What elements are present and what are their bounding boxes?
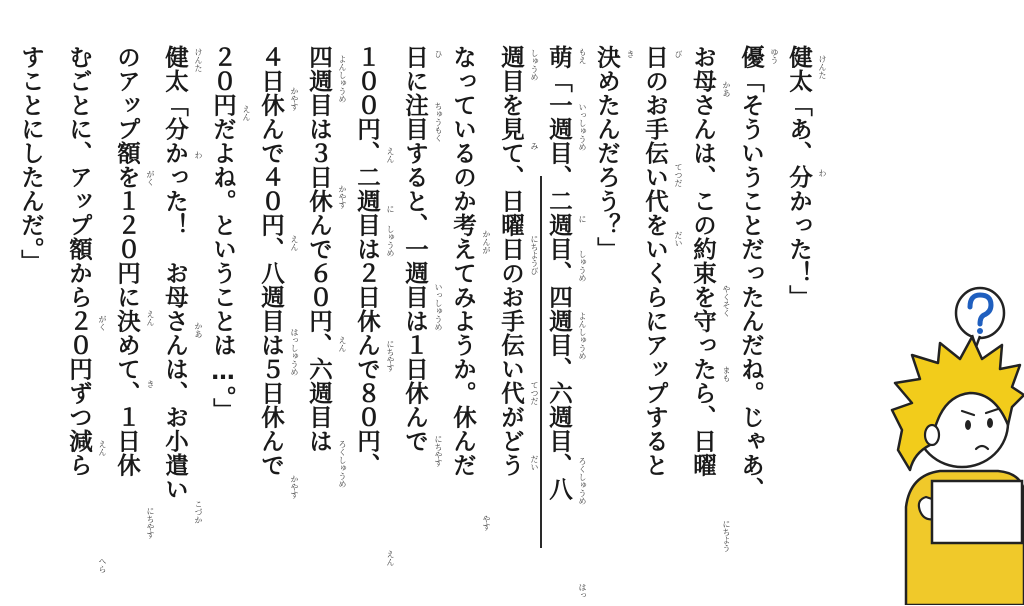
text-column [10,45,60,600]
furigana: へら [98,557,107,573]
text-column [442,45,492,600]
furigana: かやす [290,475,299,499]
furigana: けんた [194,48,203,72]
text-line: 優「そういうことだったんだね。じゃあ、 [737,45,765,501]
furigana: えん [146,310,155,326]
text-column [298,45,348,600]
furigana: かやす [338,185,347,209]
text-line: 萌「一週目、二週目、四週目、六週目、八 [545,45,573,501]
furigana: まも [722,366,731,382]
furigana: に [386,205,395,213]
furigana-column [480,45,492,600]
furigana: にちようび [530,235,539,275]
furigana: わ [818,169,827,177]
furigana: えん [386,550,395,566]
speaker-divider-line [540,176,542,548]
furigana: はっ [578,583,587,599]
text-column [682,45,732,600]
furigana-column [672,45,684,600]
text-line: すことにしたんだ。」 [17,45,45,274]
furigana: がく [146,170,155,186]
furigana: がく [98,315,107,331]
text-column [202,45,252,600]
furigana: やくそく [722,285,731,317]
furigana: き [626,50,635,58]
text-column [394,45,444,600]
furigana: えん [290,235,299,251]
furigana: けんた [818,55,827,79]
furigana: やす [482,515,491,531]
furigana: だい [674,231,683,247]
text-column [586,45,636,600]
text-column [490,45,540,600]
furigana: き [146,380,155,388]
text-line: なっているのか考えてみようか。休んだ [449,45,477,477]
furigana: かあ [722,81,731,97]
furigana: わ [194,151,203,159]
furigana: こづか [194,500,203,524]
furigana: にちやす [146,507,155,539]
furigana: てつだ [674,163,683,187]
furigana-column [240,45,252,600]
furigana: しゅうめ [386,225,395,257]
furigana-column [48,45,60,600]
text-line: 健太「分かった！ お母さんは、お小遣い [161,45,189,501]
furigana-column [576,45,588,600]
text-line: むごとに、アップ額から２０円ずつ減ら [65,45,93,477]
thinking-boy-illustration [880,275,1024,605]
text-line: 決めたんだろう？」 [593,45,621,261]
text-line: 四週目は３日休んで６０円、六週目は [305,45,333,453]
text-column [538,45,588,600]
text-column [778,45,828,600]
furigana: ろくしゅうめ [338,440,347,488]
furigana: かんが [482,230,491,254]
text-line: 日に注目すると、一週目は１日休んで [401,45,429,453]
furigana: だい [530,455,539,471]
text-column [346,45,396,600]
furigana: かあ [194,322,203,338]
blank-board [932,481,1022,543]
text-line: 健太「あ、分かった！」 [785,45,813,309]
furigana-column [528,45,540,600]
furigana-column [192,45,204,600]
furigana: もえ [578,48,587,64]
furigana: しゅうめ [530,49,539,81]
furigana-column [96,45,108,600]
furigana: しゅうめ [578,250,587,282]
furigana-column [288,45,300,600]
furigana: てつだ [530,381,539,405]
furigana: えん [338,336,347,352]
text-line: ４日休んで４０円、八週目は５日休んで [257,45,285,477]
text-line: １００円、二週目は２日休んで８０円、 [353,45,381,477]
furigana: にちよう [722,520,731,552]
text-line: 週目を見て、日曜日のお手伝い代がどう [497,45,525,477]
text-column [154,45,204,600]
furigana-column [624,45,636,600]
furigana-column [432,45,444,600]
text-line: お母さんは、この約束を守ったら、日曜 [689,45,717,477]
furigana: ひ [434,50,443,58]
text-column [730,45,780,600]
furigana: よんしゅうめ [338,55,347,103]
text-column [106,45,156,600]
furigana: えん [242,105,251,121]
furigana-column [336,45,348,600]
text-line: 日のお手伝い代をいくらにアップすると [641,45,669,477]
furigana: ろくしゅうめ [578,457,587,505]
question-bubble-icon [956,288,1004,347]
furigana: かやす [290,87,299,111]
furigana-column [720,45,732,600]
furigana: ゆう [770,48,779,64]
furigana-column [816,45,828,600]
furigana-column [768,45,780,600]
text-column [58,45,108,600]
furigana: び [674,50,683,58]
furigana: ちゅうもく [434,102,443,142]
furigana: にちやす [386,340,395,372]
text-line: のアップ額を１２０円に決めて、１日休 [113,45,141,477]
furigana: よんしゅうめ [578,312,587,360]
furigana: えん [386,147,395,163]
furigana: えん [98,440,107,456]
furigana: いっしゅうめ [578,103,587,151]
furigana: み [530,142,539,150]
text-column [634,45,684,600]
furigana-column [144,45,156,600]
furigana: いっしゅうめ [434,283,443,331]
furigana-column [384,45,396,600]
furigana: にちやす [434,435,443,467]
text-column [250,45,300,600]
furigana: はっしゅうめ [290,328,299,376]
text-line: ２０円だよね。ということは…。」 [209,45,237,422]
furigana: に [578,215,587,223]
